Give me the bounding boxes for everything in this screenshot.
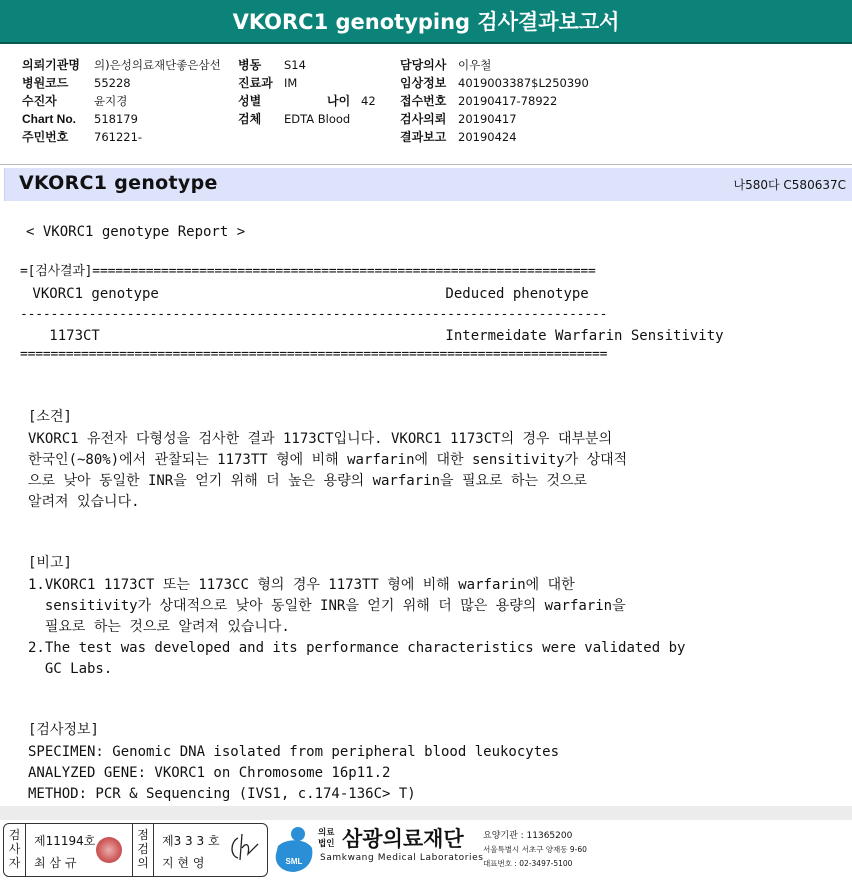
- meta-row-ward: 병동 S14: [238, 58, 306, 72]
- report-heading: < VKORC1 genotype Report >: [26, 224, 246, 240]
- meta-column-3: [400, 56, 589, 146]
- meta-row-sex: 성별: [238, 94, 262, 108]
- meta-row-report-date: 결과보고 20190424: [400, 130, 517, 144]
- signature-box: [3, 823, 268, 877]
- signature-icon: [226, 830, 260, 864]
- report-title-bar: [0, 0, 852, 44]
- meta-row-receipt-no: 접수번호 20190417-78922: [400, 94, 558, 108]
- org-registration: 요양기관 : 11365200: [483, 831, 573, 841]
- meta-row-chart-no: Chart No. 518179: [22, 112, 138, 126]
- checker-number: 제3 3 3 호: [162, 834, 220, 848]
- sml-logo-icon: [272, 824, 316, 876]
- info-line: METHOD: PCR & Sequencing (IVS1, c.174-136C> T): [28, 786, 416, 802]
- findings-line: 알려져 있습니다.: [28, 494, 140, 510]
- meta-row-resident-no: 주민번호 761221-: [22, 130, 143, 144]
- checker-name: 지 현 영: [162, 856, 205, 870]
- examiner-label: 검사자: [4, 824, 26, 876]
- findings-line: VKORC1 유전자 다형성을 검사한 결과 1173CT입니다. VKORC1 1173CT의 경우 대부분의: [28, 431, 613, 447]
- meta-row-request-date: 검사의뢰 20190417: [400, 112, 517, 126]
- result-row: 1173CT Intermeidate Warfarin Sensitivity: [24, 328, 724, 344]
- meta-row-age: 나이 42: [327, 94, 376, 108]
- notes-line: sensitivity가 상대적으로 낮아 동일한 INR을 얻기 위해 더 많은 용량의 warfarin을: [28, 598, 626, 614]
- notes-line: 1.VKORC1 1173CT 또는 1173CC 형의 경우 1173TT 형에 비해 warfarin에 대한: [28, 577, 575, 593]
- findings-line: 으로 낮아 동일한 INR을 얻기 위해 더 높은 용량의 warfarin을 필요로 하는 것으로: [28, 473, 588, 489]
- seal-stamp-icon: [96, 837, 122, 863]
- notes-line: 2.The test was developed and its performance characteristics were validated by: [28, 640, 686, 656]
- notes-line: 필요로 하는 것으로 알려져 있습니다.: [28, 619, 290, 635]
- checker-label: 점검의: [132, 824, 154, 876]
- examiner-name: 최 삼 규: [34, 856, 77, 870]
- info-title: [검사정보]: [28, 722, 99, 738]
- report-footer: [0, 820, 852, 888]
- org-name: 삼광의료재단: [342, 827, 464, 851]
- section-title: VKORC1 genotype: [19, 172, 218, 194]
- meta-row-clinical-info: 임상정보 4019003387$L250390: [400, 76, 589, 90]
- svg-text:SML: SML: [285, 857, 303, 866]
- meta-row-department: 진료과 IM: [238, 76, 298, 90]
- notes-line: GC Labs.: [28, 661, 113, 677]
- findings-title: [소견]: [28, 409, 72, 425]
- result-divider: -----------------------------------------------------------------------------: [20, 307, 608, 322]
- result-header-line: =[검사결과]==================================================================: [20, 264, 596, 279]
- meta-row-hospital-code: 병원코드 55228: [22, 76, 131, 90]
- notes-title: [비고]: [28, 555, 72, 571]
- org-phone: 대표번호 : 02-3497-5100: [483, 859, 573, 868]
- section-header: [4, 168, 852, 201]
- findings-line: 한국인(~80%)에서 관찰되는 1173TT 형에 비해 warfarin에 대한 sensitivity가 상대적: [28, 452, 628, 468]
- org-address: 서울특별시 서초구 양재동 9-60: [483, 845, 587, 854]
- header-divider: [0, 164, 852, 165]
- info-line: SPECIMEN: Genomic DNA isolated from peripheral blood leukocytes: [28, 744, 560, 760]
- section-code: 나580다 C580637C: [733, 178, 846, 192]
- report-title: VKORC1 genotyping 검사결과보고서: [232, 10, 620, 34]
- meta-column-1: [22, 56, 221, 146]
- org-prefix: 의료법인: [318, 828, 335, 849]
- scroll-gutter: [0, 806, 852, 820]
- result-end-line: =============================================================================: [20, 347, 608, 362]
- org-english-name: Samkwang Medical Laboratories: [320, 853, 484, 863]
- meta-row-institution: 의뢰기관명 의)은성의료재단좋은삼선: [22, 58, 221, 72]
- examiner-number: 제11194호: [34, 834, 96, 848]
- meta-row-doctor: 담당의사 이우철: [400, 58, 492, 72]
- result-column-headers: VKORC1 genotype Deduced phenotype: [24, 286, 589, 302]
- info-line: ANALYZED GENE: VKORC1 on Chromosome 16p11.2: [28, 765, 391, 781]
- meta-row-patient: 수진자 윤지경: [22, 94, 128, 108]
- meta-row-specimen: 검체 EDTA Blood: [238, 112, 351, 126]
